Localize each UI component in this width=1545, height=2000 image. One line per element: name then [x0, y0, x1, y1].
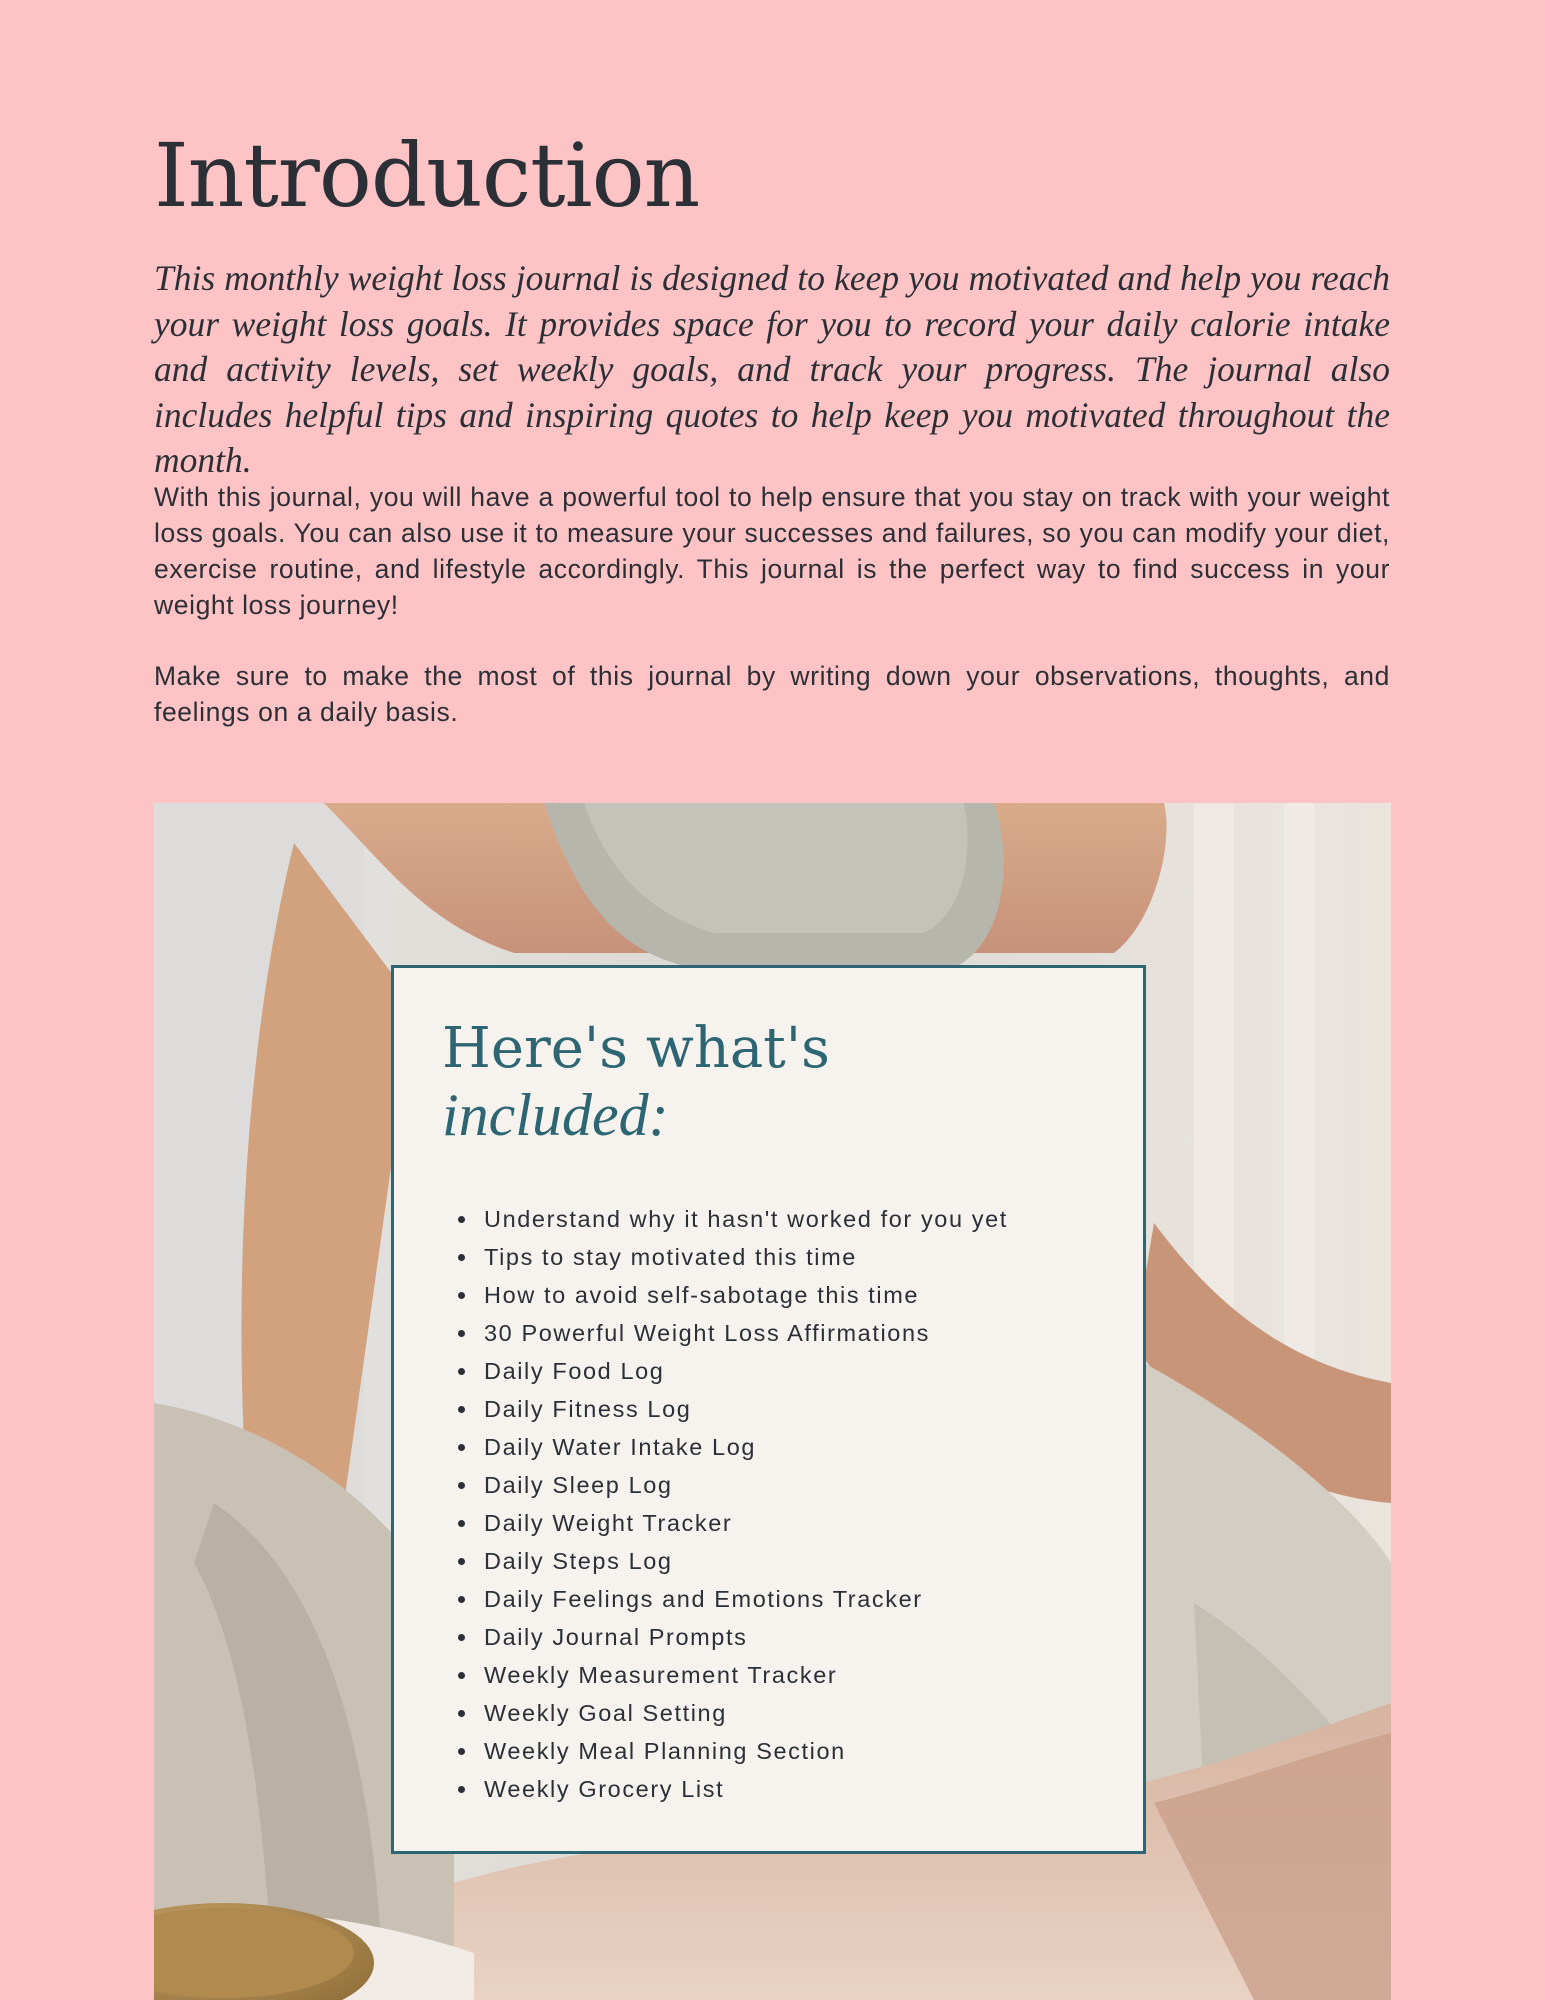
intro-body-paragraph: Make sure to make the most of this journal by writing down your observations, thoughts, and feelings on a daily basis. [154, 661, 1390, 727]
included-card-title [442, 1016, 830, 1148]
intro-lead-paragraph: This monthly weight loss journal is designed to keep you motivated and help you reach your weight loss goals. It provides space for you to record your daily calorie intake and activity levels, set weekly goals, and track your progress. The journal also includes helpful tips and inspiring quotes to help keep you motivated throughout the month. [154, 258, 1390, 480]
list-item: Daily Water Intake Log [484, 1428, 1008, 1466]
list-item: Daily Steps Log [484, 1542, 1008, 1580]
included-card-title-line-1: Here's what's [442, 1016, 830, 1081]
list-item: Weekly Meal Planning Section [484, 1732, 1008, 1770]
list-item: 30 Powerful Weight Loss Affirmations [484, 1314, 1008, 1352]
list-item: Weekly Grocery List [484, 1770, 1008, 1808]
list-item: Daily Journal Prompts [484, 1618, 1008, 1656]
list-item: Daily Weight Tracker [484, 1504, 1008, 1542]
list-item: Tips to stay motivated this time [484, 1238, 1008, 1276]
list-item: Daily Fitness Log [484, 1390, 1008, 1428]
list-item: Weekly Goal Setting [484, 1694, 1008, 1732]
list-item: Daily Food Log [484, 1352, 1008, 1390]
list-item: Daily Feelings and Emotions Tracker [484, 1580, 1008, 1618]
list-item: Daily Sleep Log [484, 1466, 1008, 1504]
included-list [442, 1200, 1008, 1808]
included-card-title-line-2: included: [442, 1082, 669, 1148]
list-item: How to avoid self-sabotage this time [484, 1276, 1008, 1314]
list-item: Weekly Measurement Tracker [484, 1656, 1008, 1694]
list-item: Understand why it hasn't worked for you yet [484, 1200, 1008, 1238]
page-title: Introduction [154, 124, 700, 227]
included-card [391, 965, 1146, 1854]
intro-body-paragraph: With this journal, you will have a powerful tool to help ensure that you stay on track with your weight loss goals. You can also use it to measure your successes and failures, so you can modify your diet, exercise routine, and lifestyle accordingly. This journal is the perfect way to find success in your weight loss journey! [154, 482, 1390, 620]
